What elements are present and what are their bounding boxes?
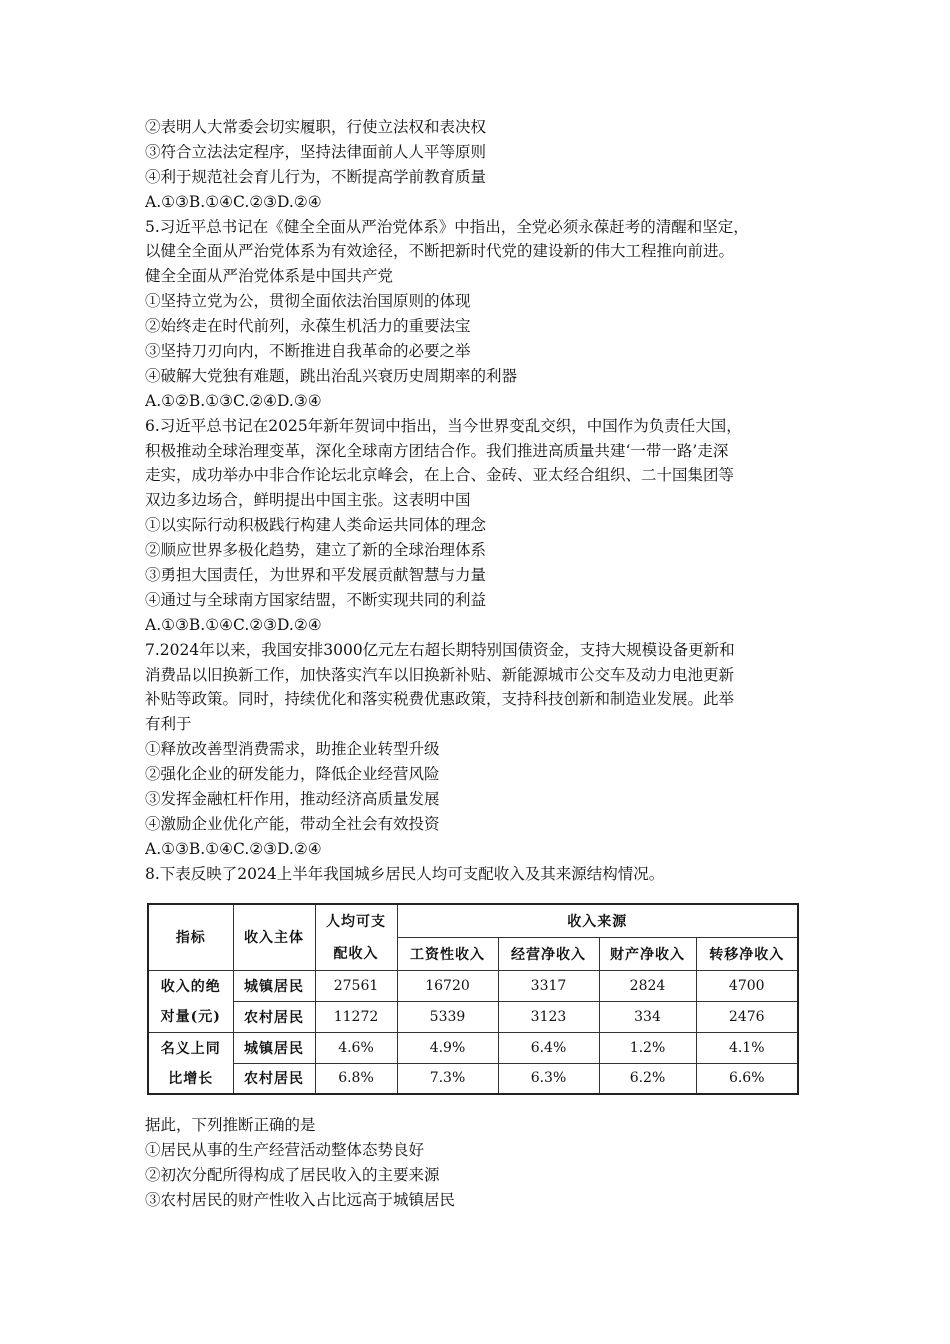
option-statement: ①以实际行动积极践行构建人类命运共同体的理念 <box>145 516 487 535</box>
cell-transfer: 2476 <box>696 1001 798 1032</box>
text-line: 走实，成功举办中非合作论坛北京峰会，在上合、金砖、亚太经合组织、二十国集团等 <box>145 466 735 485</box>
header-business: 经营净收入 <box>498 937 599 970</box>
option-statement: ②强化企业的研发能力，降低企业经营风险 <box>145 765 440 784</box>
text-line: ④利于规范社会育儿行为，不断提高学前教育质量 <box>145 167 487 186</box>
group-growth-line2: 比增长 <box>168 1070 214 1087</box>
cell-wage: 7.3% <box>397 1063 498 1094</box>
cell-wage: 4.9% <box>397 1032 498 1063</box>
cell-transfer: 4700 <box>696 970 798 1001</box>
option-statement: ③发挥金融杠杆作用，推动经济高质量发展 <box>145 790 440 809</box>
header-transfer: 转移净收入 <box>696 937 798 970</box>
header-per-capita <box>315 904 397 970</box>
cell-per-capita: 11272 <box>315 1001 397 1032</box>
cell-business: 3317 <box>498 970 599 1001</box>
row-subject: 城镇居民 <box>233 970 315 1001</box>
answer-options: A.①③B.①④C.②③D.②④ <box>145 615 322 634</box>
cell-transfer: 4.1% <box>696 1032 798 1063</box>
option-statement: ④破解大党独有难题，跳出治乱兴衰历史周期率的利器 <box>145 366 518 385</box>
question-6-stem: 6.习近平总书记在2025年新年贺词中指出，当今世界变乱交织，中国作为负责任大国， <box>145 416 742 435</box>
cell-business: 6.3% <box>498 1063 599 1094</box>
group-growth-line1: 名义上同 <box>160 1040 221 1057</box>
cell-property: 1.2% <box>599 1032 696 1063</box>
option-statement: ①居民从事的生产经营活动整体态势良好 <box>145 1140 425 1159</box>
option-statement: ③勇担大国责任，为世界和平发展贡献智慧与力量 <box>145 566 487 585</box>
cell-per-capita: 6.8% <box>315 1063 397 1094</box>
cell-wage: 5339 <box>397 1001 498 1032</box>
header-subject: 收入主体 <box>233 904 315 970</box>
question-5-stem: 5.习近平总书记在《健全全面从严治党体系》中指出，全党必须永葆赶考的清醒和坚定， <box>145 217 749 236</box>
option-statement: ④通过与全球南方国家结盟，不断实现共同的利益 <box>145 590 487 609</box>
question-8-options <box>145 1113 825 1213</box>
group-absolute-label <box>148 970 233 1032</box>
text-line: 积极推动全球治理变革，深化全球南方团结合作。我们推进高质量共建‘一带一路’走深 <box>145 441 729 460</box>
option-statement: ④激励企业优化产能，带动全社会有效投资 <box>145 814 440 833</box>
cell-wage: 16720 <box>397 970 498 1001</box>
text-line: 双边多边场合，鲜明提出中国主张。这表明中国 <box>145 491 471 510</box>
text-line: 补贴等政策。同时，持续优化和落实税费优惠政策，支持科技创新和制造业发展。此举 <box>145 690 735 709</box>
group-growth-label <box>148 1032 233 1094</box>
cell-business: 3123 <box>498 1001 599 1032</box>
text-line: ③符合立法法定程序，坚持法律面前人人平等原则 <box>145 142 487 161</box>
group-absolute-line1: 收入的绝 <box>160 978 221 995</box>
cell-per-capita: 4.6% <box>315 1032 397 1063</box>
header-indicator: 指标 <box>148 904 233 970</box>
text-line: 以健全全面从严治党体系为有效途径，不断把新时代党的建设新的伟大工程推向前进。 <box>145 242 735 261</box>
text-line: 健全全面从严治党体系是中国共产党 <box>145 267 394 286</box>
header-income-source: 收入来源 <box>397 904 798 937</box>
row-subject: 城镇居民 <box>233 1032 315 1063</box>
option-statement: ②初次分配所得构成了居民收入的主要来源 <box>145 1165 440 1184</box>
header-per-capita-line1: 人均可支 <box>326 914 386 931</box>
answer-options: A.①③B.①④C.②③D.②④ <box>145 839 322 858</box>
header-per-capita-line2: 配收入 <box>333 946 379 963</box>
answer-options: A.①②B.①③C.②④D.③④ <box>145 391 322 410</box>
cell-property: 2824 <box>599 970 696 1001</box>
cell-transfer: 6.6% <box>696 1063 798 1094</box>
option-statement: ③农村居民的财产性收入占比远高于城镇居民 <box>145 1190 456 1209</box>
text-line: 消费品以旧换新工作，加快落实汽车以旧换新补贴、新能源城市公交车及动力电池更新 <box>145 665 735 684</box>
row-subject: 农村居民 <box>233 1001 315 1032</box>
income-table <box>147 903 797 1093</box>
cell-property: 334 <box>599 1001 696 1032</box>
group-absolute-line2: 对量(元) <box>160 1009 221 1026</box>
cell-business: 6.4% <box>498 1032 599 1063</box>
question-7-stem: 7.2024年以来，我国安排3000亿元左右超长期特别国债资金，支持大规模设备更新和 <box>145 640 735 659</box>
text-line: 有利于 <box>145 715 192 734</box>
option-statement: ②始终走在时代前列，永葆生机活力的重要法宝 <box>145 317 471 336</box>
answer-options: A.①③B.①④C.②③D.②④ <box>145 192 322 211</box>
header-property: 财产净收入 <box>599 937 696 970</box>
option-statement: ①坚持立党为公，贯彻全面依法治国原则的体现 <box>145 292 471 311</box>
text-line: 据此，下列推断正确的是 <box>145 1116 316 1134</box>
option-statement: ③坚持刀刃向内，不断推进自我革命的必要之举 <box>145 342 471 361</box>
text-line: ②表明人大常委会切实履职，行使立法权和表决权 <box>145 118 487 136</box>
row-subject: 农村居民 <box>233 1063 315 1094</box>
cell-property: 6.2% <box>599 1063 696 1094</box>
question-8-stem: 8.下表反映了2024上半年我国城乡居民人均可支配收入及其来源结构情况。 <box>145 864 665 883</box>
question-text-block <box>145 115 825 887</box>
cell-per-capita: 27561 <box>315 970 397 1001</box>
option-statement: ②顺应世界多极化趋势，建立了新的全球治理体系 <box>145 541 487 560</box>
header-wage: 工资性收入 <box>397 937 498 970</box>
option-statement: ①释放改善型消费需求，助推企业转型升级 <box>145 740 440 759</box>
